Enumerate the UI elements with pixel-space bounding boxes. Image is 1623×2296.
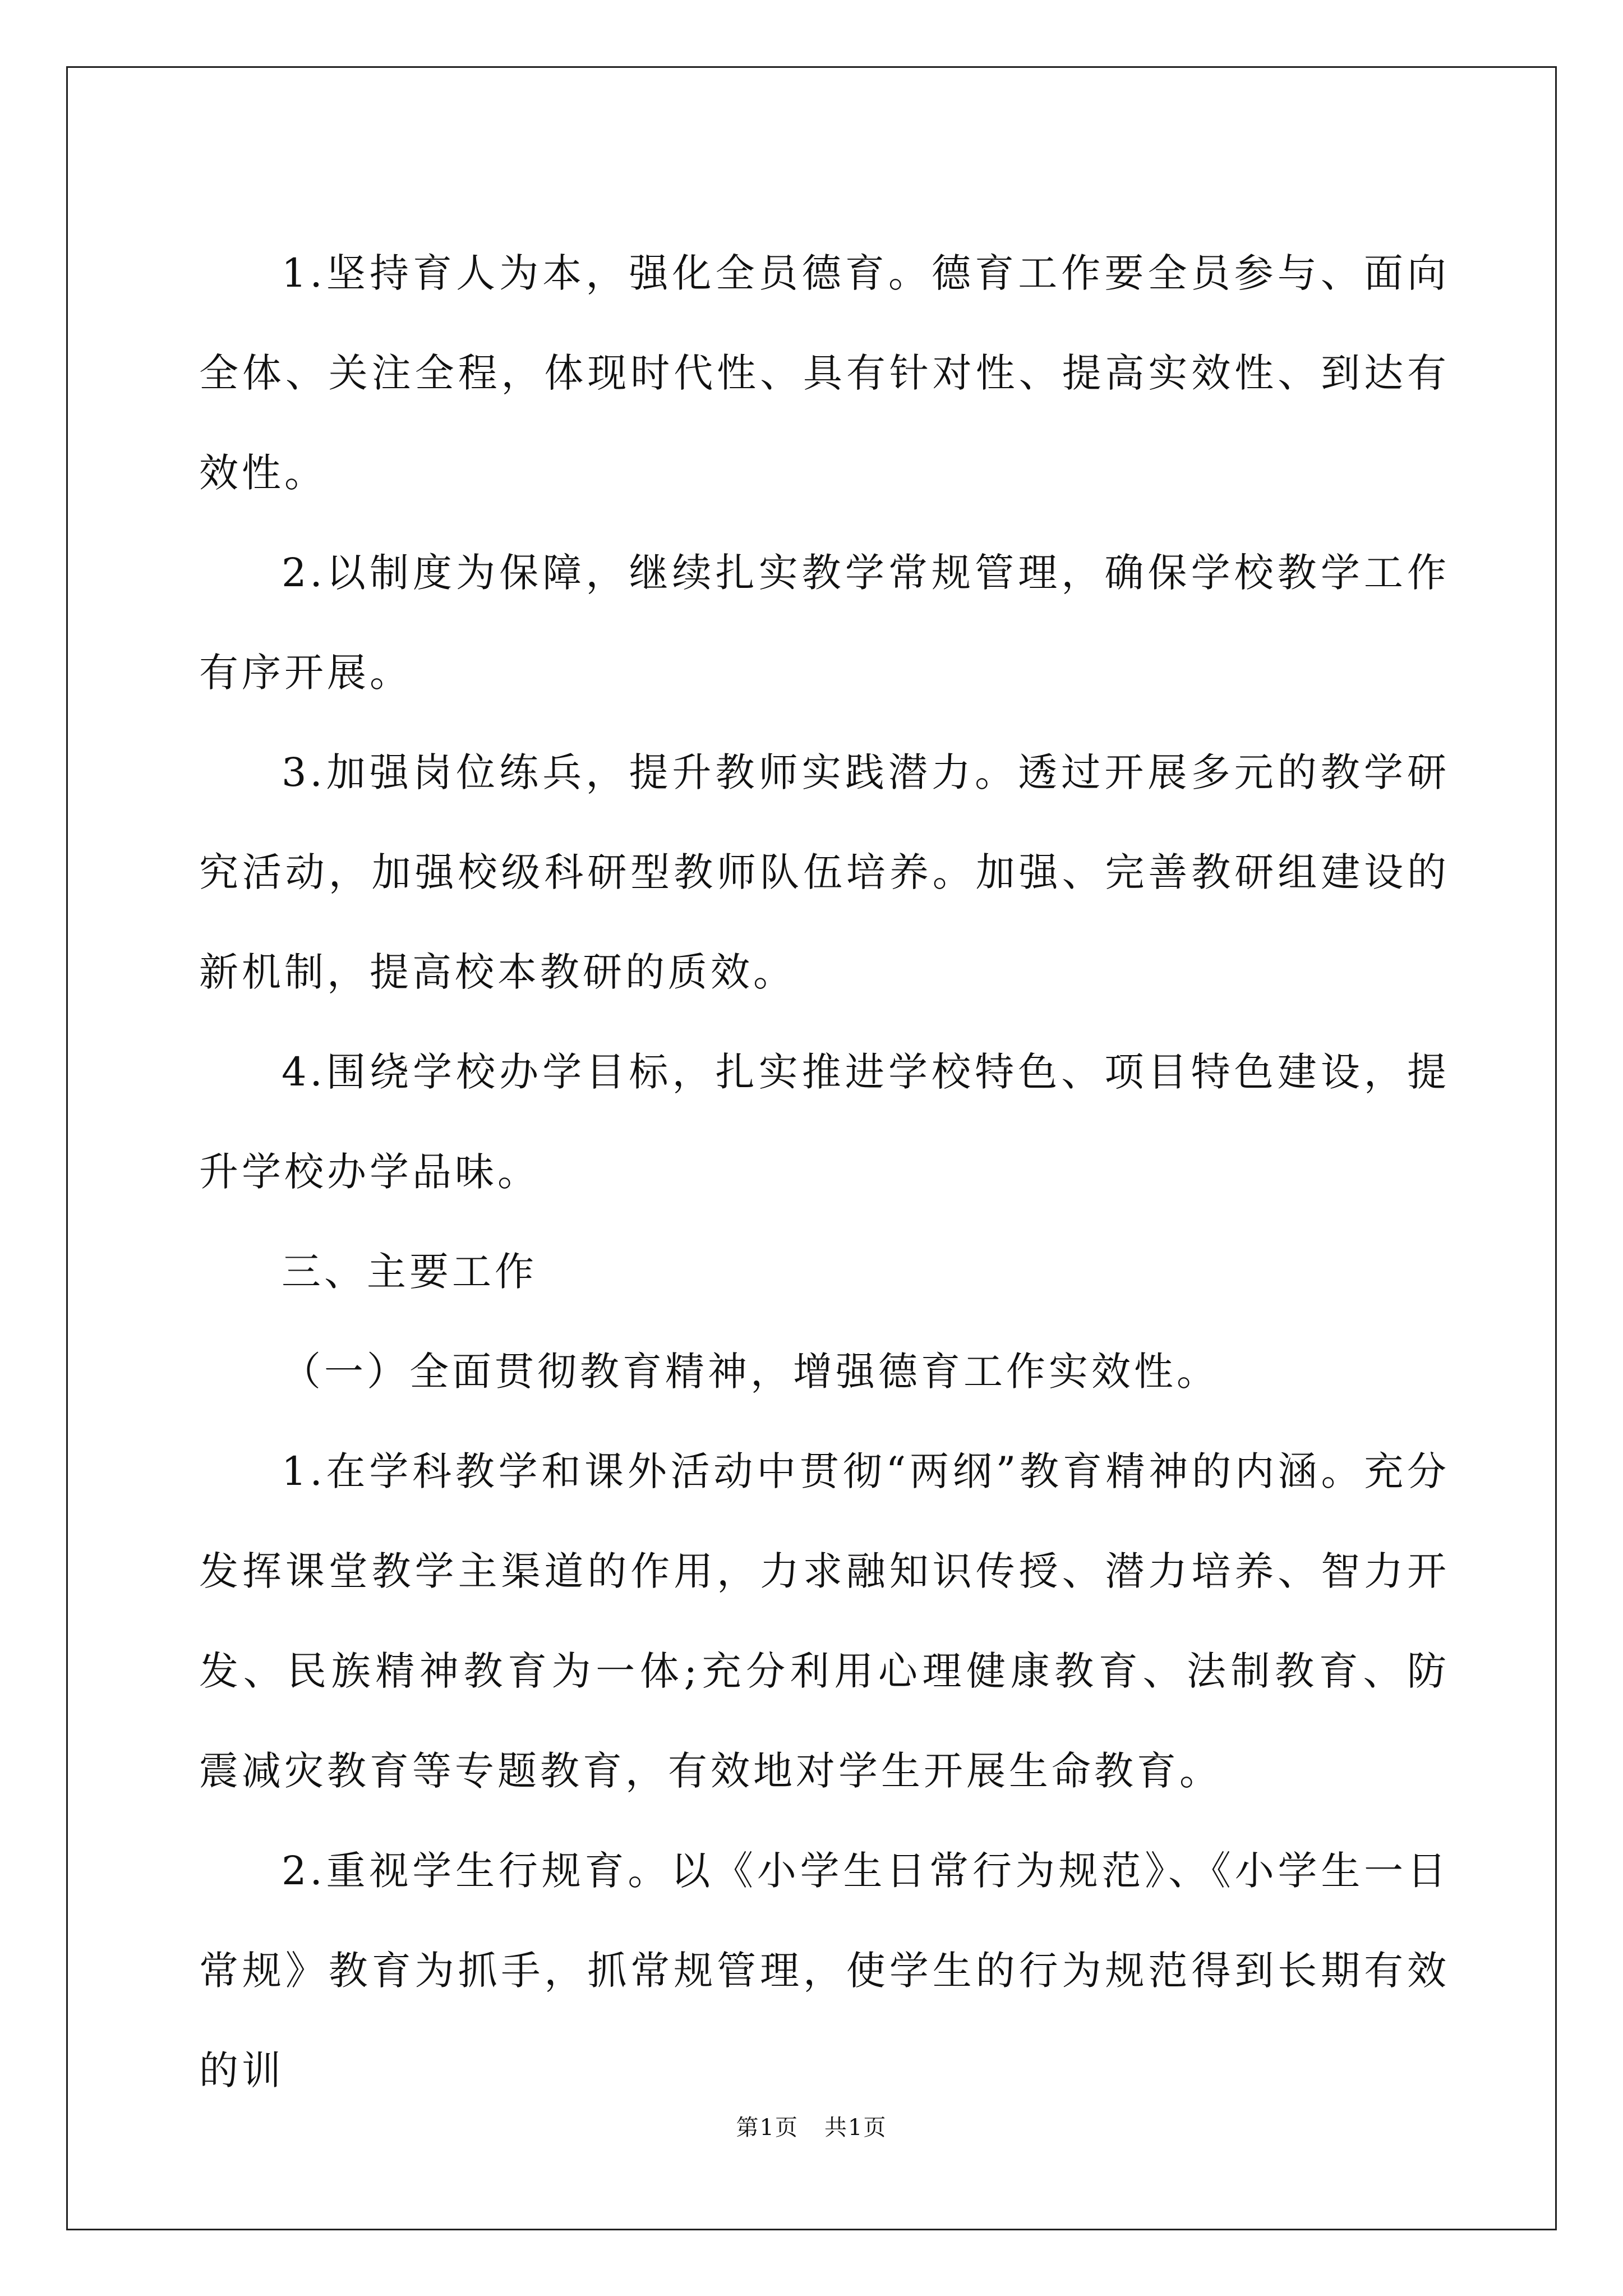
- paragraph-2: 2.以制度为保障，继续扎实教学常规管理，确保学校教学工作有序开展。: [199, 550, 1450, 696]
- section-heading-main-work: 三、主要工作: [282, 1249, 537, 1295]
- paragraph-6: 2.重视学生行规育。以《小学生日常行为规范》、《小学生一日常规》教育为抓手，抓常规管理，使学生的行为规范得到长期有效的训: [199, 1848, 1450, 2093]
- paragraph-4: 4.围绕学校办学目标，扎实推进学校特色、项目特色建设，提升学校办学品味。: [199, 1049, 1450, 1195]
- subsection-heading-1: （一）全面贯彻教育精神，增强德育工作实效性。: [282, 1349, 1219, 1395]
- page-footer: [0, 2114, 1623, 2142]
- document-body: [199, 223, 1450, 2120]
- page-total: 共1页: [824, 2115, 887, 2141]
- paragraph-3: 3.加强岗位练兵，提升教师实践潜力。透过开展多元的教学研究活动，加强校级科研型教师队伍培养。加强、完善教研组建设的新机制，提高校本教研的质效。: [199, 749, 1450, 995]
- page-number: 第1页: [736, 2115, 799, 2141]
- paragraph-5: 1.在学科教学和课外活动中贯彻“两纲”教育精神的内涵。充分发挥课堂教学主渠道的作用，力求融知识传授、潜力培养、智力开发、民族精神教育为一体;充分利用心理健康教育、法制教育、防震减灾教育等专题教育，有效地对学生开展生命教育。: [199, 1448, 1450, 1794]
- paragraph-1: 1.坚持育人为本，强化全员德育。德育工作要全员参与、面向全体、关注全程，体现时代性、具有针对性、提高实效性、到达有效性。: [199, 250, 1450, 496]
